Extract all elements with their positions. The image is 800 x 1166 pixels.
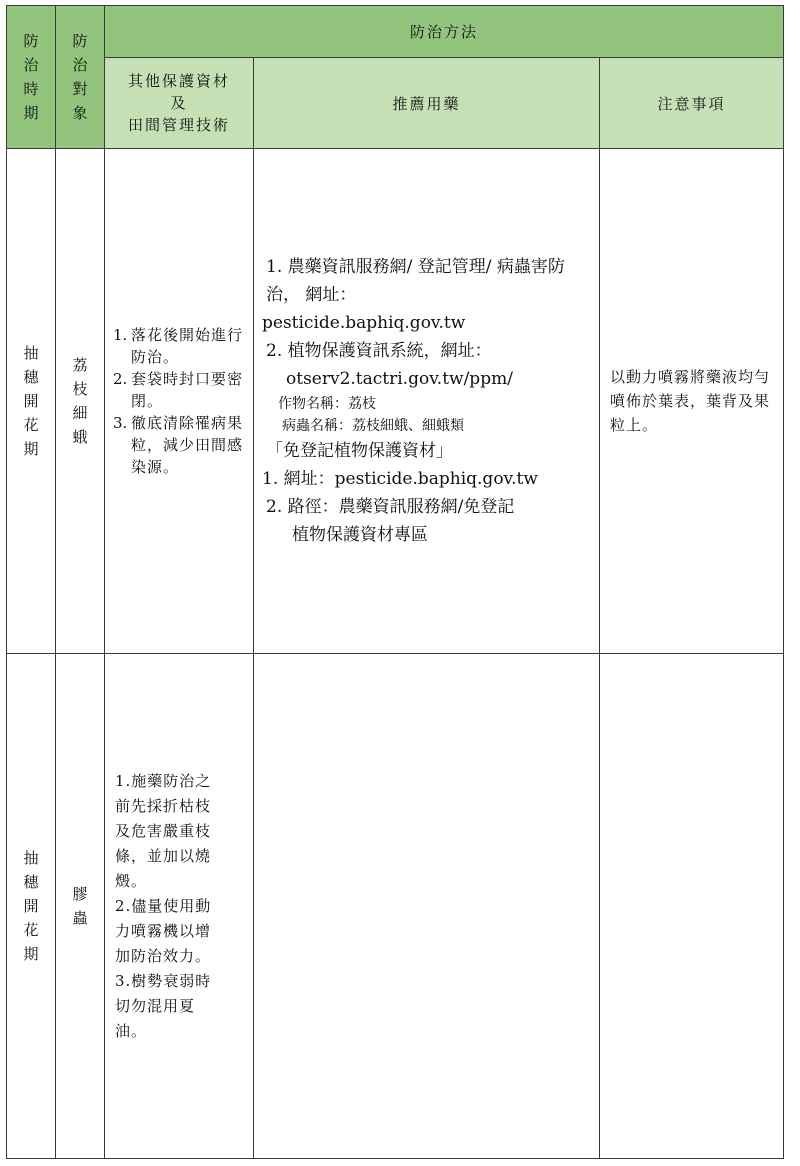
row2-period: 抽 穗 開 花 期: [7, 654, 56, 1159]
row1-other-materials: 1. 落花後開始進行防治。 2. 套袋時封口要密閉。 3. 徹底清除罹病果粒，減少田間感染源。: [105, 149, 254, 654]
row1-notes: 以動力噴霧將藥液均勻噴佈於葉表，葉背及果粒上。: [600, 149, 784, 654]
header-target: 防 治 對 象: [56, 6, 105, 149]
header-notes: 注意事項: [600, 58, 784, 149]
header-other-materials: 其他保護資材 及 田間管理技術: [105, 58, 254, 149]
table-row: [7, 149, 784, 654]
table-row: [7, 654, 784, 1159]
header-period: 防 治 時 期: [7, 6, 56, 149]
pest-control-table: [6, 5, 784, 1159]
row1-recommended: 1. 農藥資訊服務網/ 登記管理/ 病蟲害防治， 網址： pesticide.baphiq.gov.tw 2. 植物保護資訊系統，網址： otserv2.tactri.gov.tw/ppm/ 作物名稱：荔枝 病蟲名稱：荔枝細蛾、細蛾類 「免登記植物保護資材」 1. 網址：pesticide.baphiq.gov.tw 2. 路徑：農藥資訊服務網/免登記 植物保護資材專區: [254, 149, 600, 654]
header-recommended: 推薦用藥: [254, 58, 600, 149]
row2-other-materials: 1.施藥防治之 前先採折枯枝 及危害嚴重枝 條，並加以燒 燬。 2.儘量使用動 力噴霧機以增 加防治效力。 3.樹勢衰弱時 切勿混用夏 油。: [105, 654, 254, 1159]
row1-target: 荔 枝 細 蛾: [56, 149, 105, 654]
row1-period: 抽 穗 開 花 期: [7, 149, 56, 654]
row2-target: 膠 蟲: [56, 654, 105, 1159]
row2-notes: [600, 654, 784, 1159]
row2-recommended: [254, 654, 600, 1159]
header-methods: 防治方法: [105, 6, 784, 58]
